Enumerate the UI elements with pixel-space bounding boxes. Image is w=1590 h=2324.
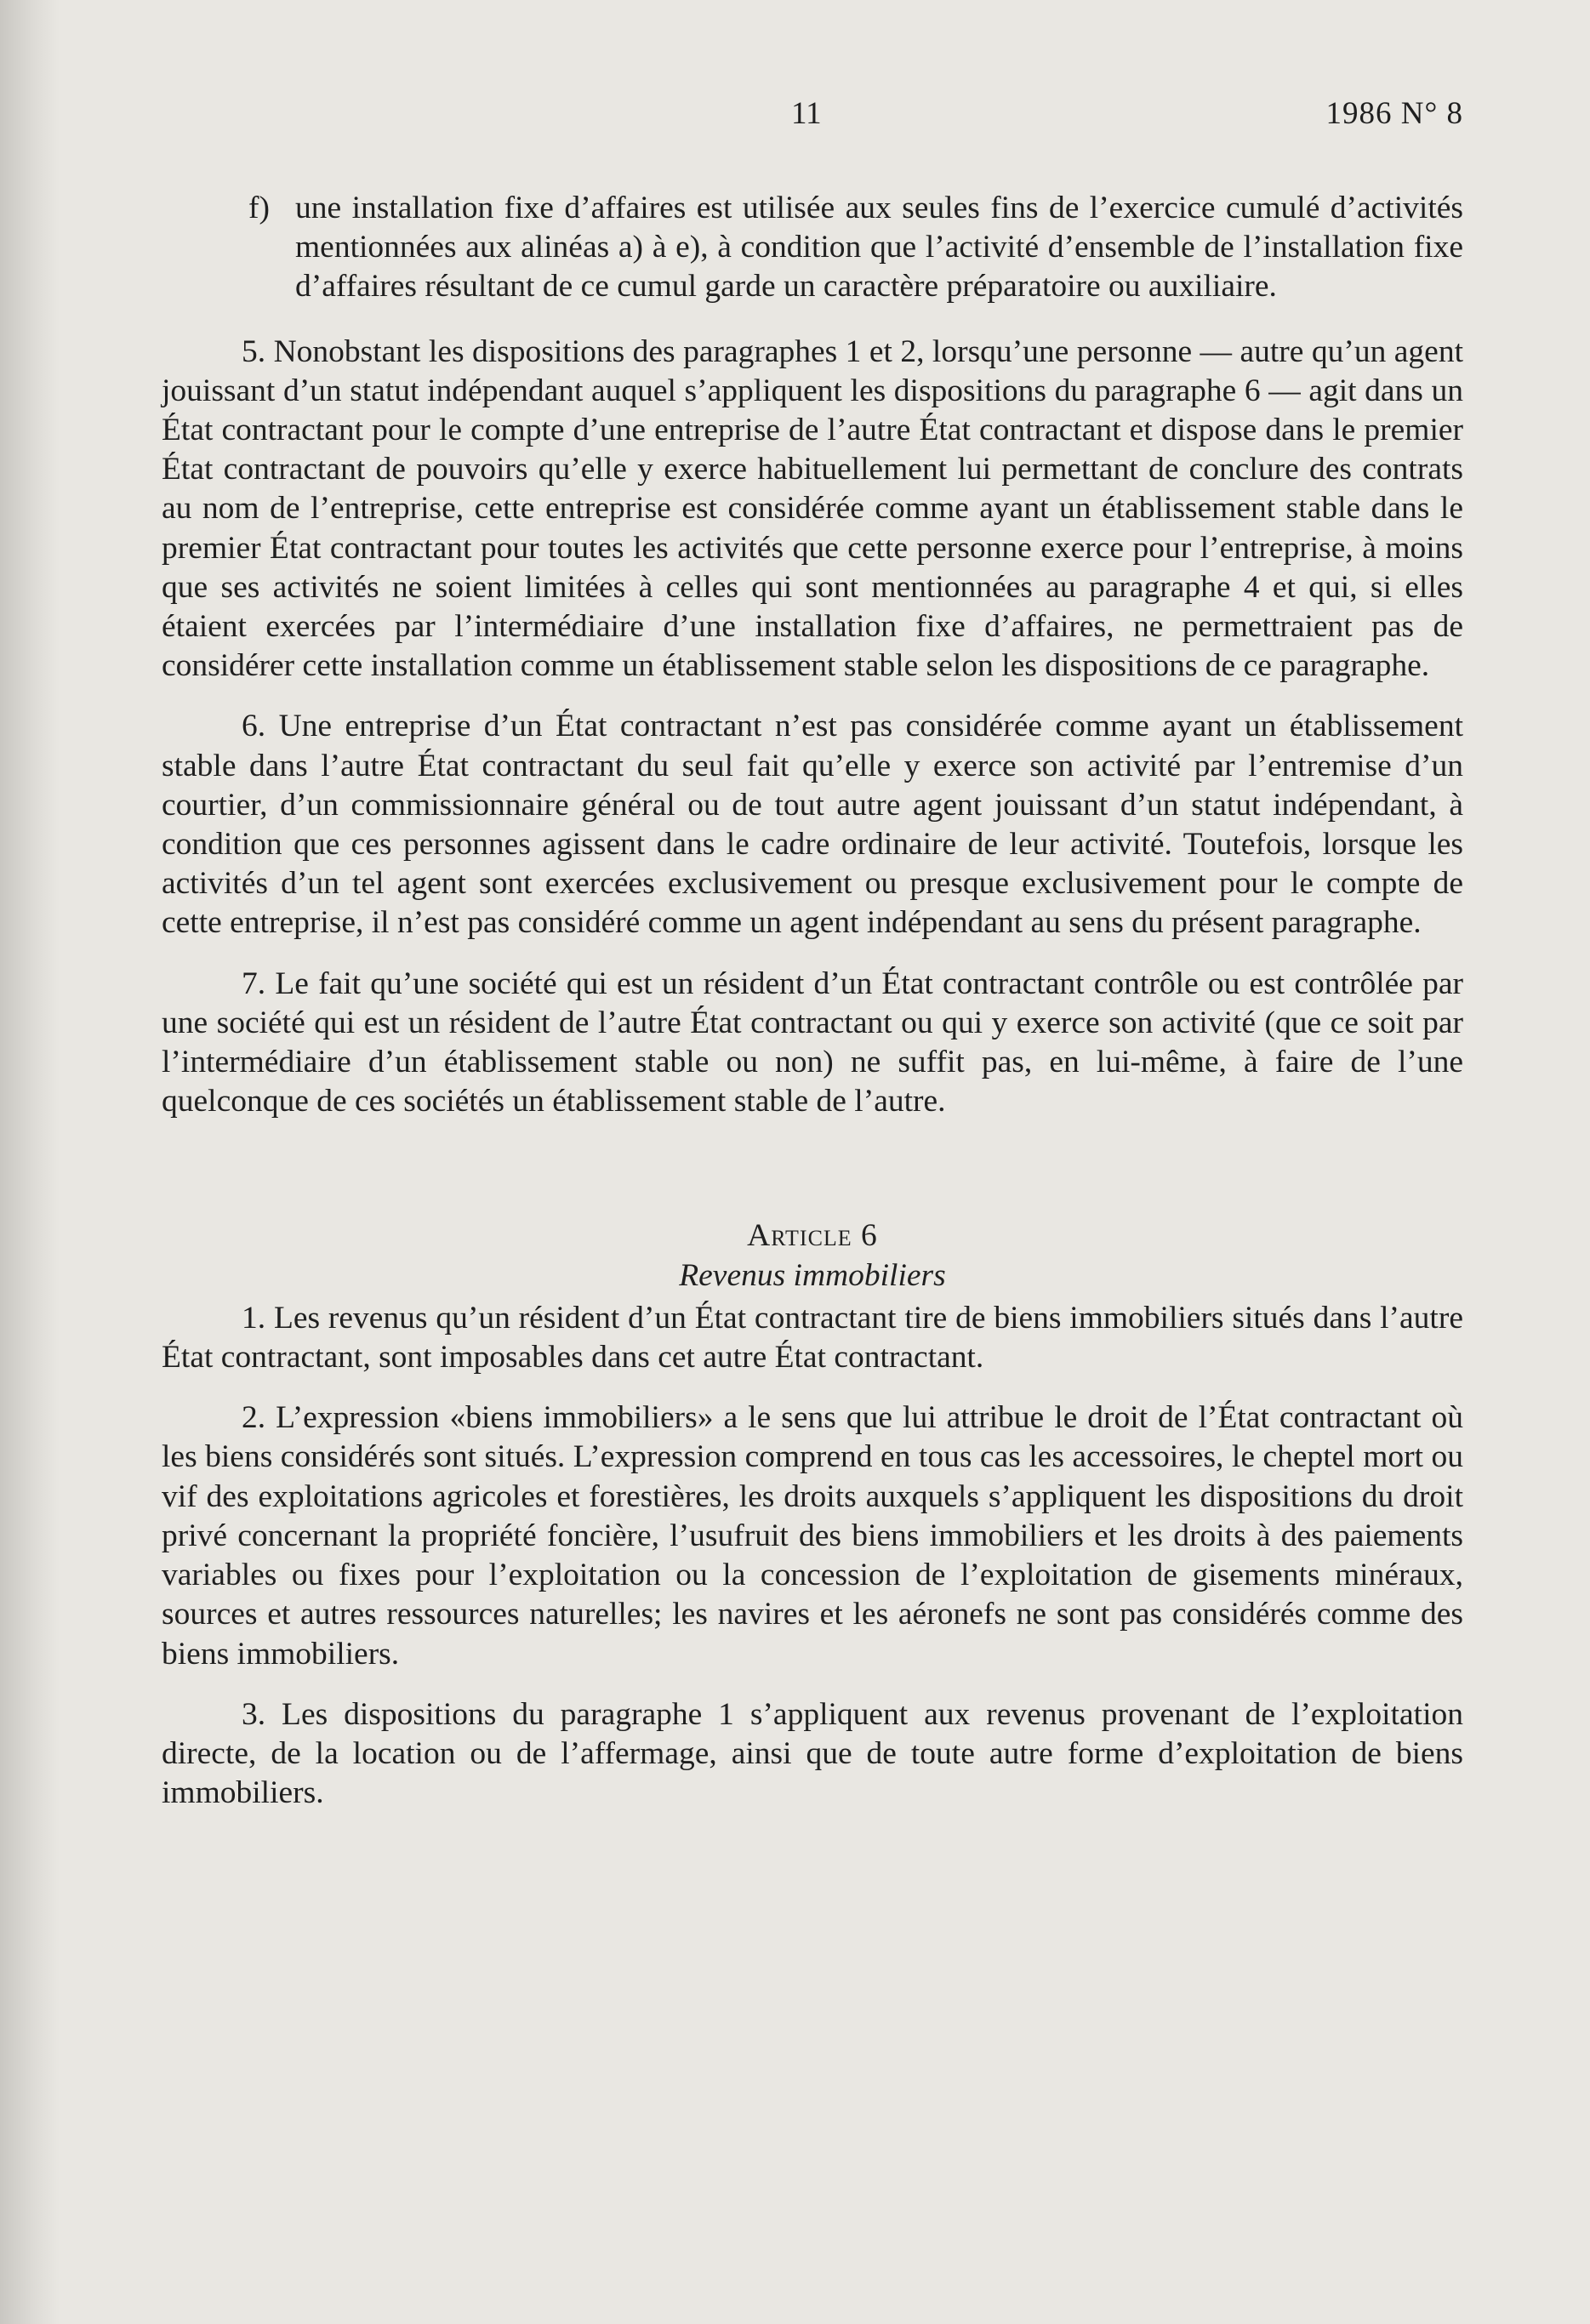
list-item-f	[162, 189, 1463, 307]
article-paragraph-3: 3. Les dispositions du paragraphe 1 s’appliquent aux revenus provenant de l’exploitation directe, de la location ou de l’affermage, ainsi que de toute autre forme d’exploitation de biens immobiliers.	[162, 1696, 1463, 1811]
page-header	[162, 95, 1463, 138]
list-item-text: une installation fixe d’affaires est utilisée aux seules fins de l’exercice cumulé d’activités mentionnées aux alinéas a) à e), à condition que l’activité d’ensemble de l’installation fixe d’affaires résultant de ce cumul garde un caractère préparatoire ou auxiliaire.	[295, 191, 1463, 305]
document-body	[162, 189, 1463, 1834]
page-number: 11	[791, 96, 822, 131]
article-subtitle: Revenus immobiliers	[679, 1257, 946, 1293]
paragraph-5: 5. Nonobstant les dispositions des paragraphes 1 et 2, lorsqu’une personne — autre qu’un agent jouissant d’un statut indépendant auquel s’appliquent les dispositions du paragraphe 6 — agit dans un État contractant pour le compte d’une entreprise de l’autre État contractant et dispose dans le premier État contractant de pouvoirs qu’elle y exerce habituellement lui permettant de conclure des contrats au nom de l’entreprise, cette entreprise est considérée comme ayant un établissement stable dans le premier État contractant pour toutes les activités que cette personne exerce pour l’entreprise, à moins que ses activités ne soient limitées à celles qui sont mentionnées au paragraphe 4 et qui, si elles étaient exercées par l’intermédiaire d’une installation fixe d’affaires, ne permettraient pas de considérer cette installation comme un établissement stable selon les dispositions de ce paragraphe.	[162, 333, 1463, 684]
article-heading	[162, 1216, 1463, 1256]
article-paragraph-2: 2. L’expression «biens immobiliers» a le sens que lui attribue le droit de l’État contractant où les biens considérés sont situés. L’expression comprend en tous cas les accessoires, le cheptel mort ou vif des exploitations agricoles et forestières, les droits auxquels s’appliquent les dispositions du droit privé concernant la propriété foncière, l’usufruit des biens immobiliers et les droits à des paiements variables ou fixes pour l’exploitation ou la concession de l’exploitation de gisements minéraux, sources et autres ressources naturelles; les navires et les aéronefs ne sont pas considérés comme des biens immobiliers.	[162, 1400, 1463, 1672]
paragraph-6: 6. Une entreprise d’un État contractant n’est pas considérée comme ayant un établissement stable dans l’autre État contractant du seul fait qu’elle y exerce son activité par l’entremise d’un courtier, d’un commissionnaire général ou de tout autre agent jouissant d’un statut indépendant, à condition que ces personnes agissent dans le cadre ordinaire de leur activité. Toutefois, lorsque les activités d’un tel agent sont exercées exclusivement ou presque exclusivement pour le compte de cette entreprise, il n’est pas considéré comme un agent indépendant au sens du présent paragraphe.	[162, 709, 1463, 941]
journal-reference: 1986 N° 8	[1325, 96, 1463, 131]
list-item-marker: f)	[248, 191, 270, 225]
article-title: Article 6	[747, 1218, 878, 1254]
page-edge-shadow	[0, 0, 60, 2324]
article-paragraph-1: 1. Les revenus qu’un résident d’un État contractant tire de biens immobiliers situés dans l’autre État contractant, sont imposables dans cet autre État contractant.	[162, 1300, 1463, 1376]
paragraph-7: 7. Le fait qu’une société qui est un résident d’un État contractant contrôle ou est contrôlée par une société qui est un résident de l’autre État contractant ou qui y exerce son activité (que ce soit par l’intermédiaire d’un établissement stable ou non) ne suffit pas, en lui-même, à faire de l’une quelconque de ces sociétés un établissement stable de l’autre.	[162, 965, 1463, 1119]
